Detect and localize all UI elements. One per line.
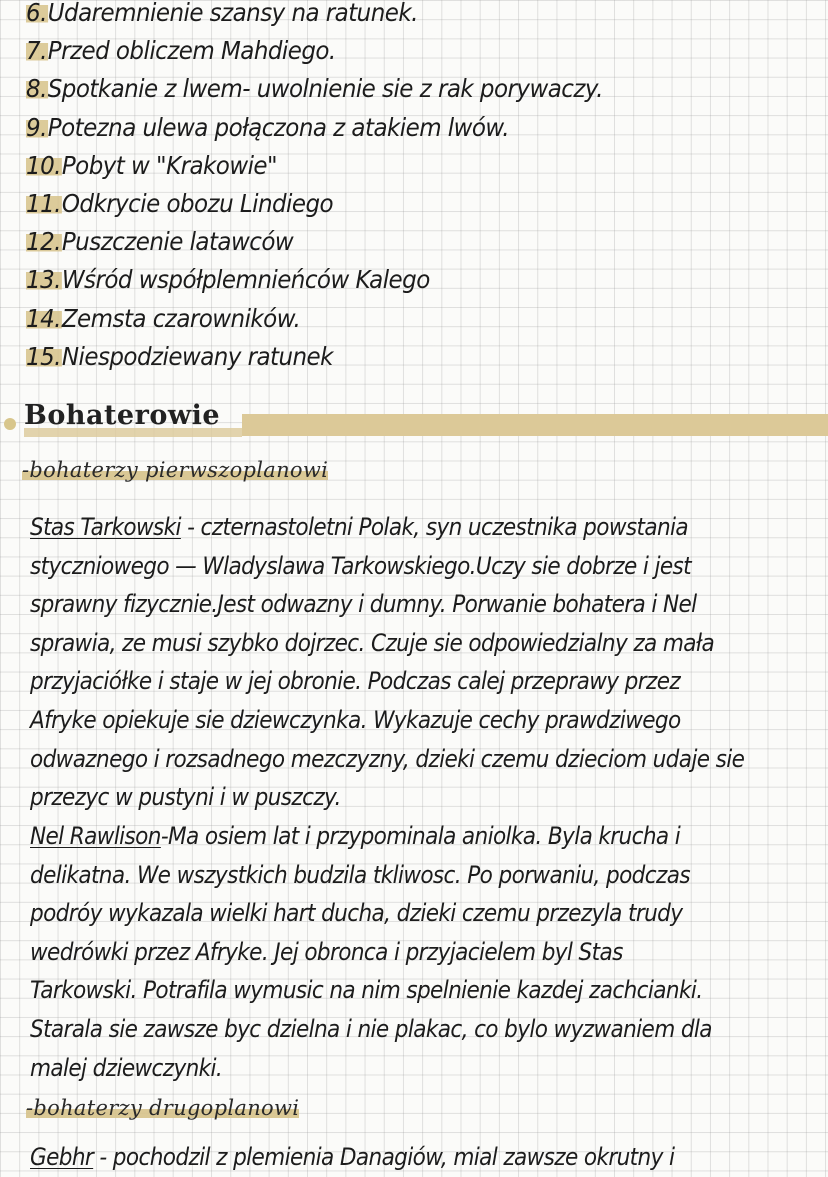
character-stas: Stas Tarkowski - czternastoletni Polak, syn uczestnika powstania styczniowego — Wladyslawa Tarkowskiego.Uczy sie dobrze i jest sprawny fizycznie.Jest odwazny i dumny. Porwanie bohatera i Nel sprawia, ze musi szybko dojrzec. Czuje sie odpowiedzialny za mała przyjaciółke i staje w jej obronie. Podczas calej przeprawy przez Afryke opiekuje sie dziewczynka. Wykazuje cechy prawdziwego odwaznego i rozsadnego mezczyzny, dzieki czemu dzieciom udaje sie przezyc w pustyni i w puszczy.: [30, 513, 745, 812]
list-number: 8.: [26, 74, 47, 104]
list-number: 14.: [26, 303, 61, 333]
bullet-dot-icon: [4, 418, 16, 430]
character-gebhr: Gebhr - pochodzil z plemienia Danagiów, mial zawsze okrutny i: [30, 1143, 675, 1171]
list-number: 6.: [26, 0, 47, 27]
subheading-primary-text: -bohaterzy pierwszoplanowi: [22, 458, 329, 482]
character-name: Gebhr: [30, 1143, 94, 1171]
section-title: Bohaterowie: [24, 400, 221, 431]
subheading-secondary: [26, 1096, 299, 1120]
list-text: Wśród współplemnieńców Kalego: [61, 265, 430, 295]
list-text: Pobyt w "Krakowie": [61, 150, 278, 180]
list-text: Zemsta czarowników.: [61, 303, 301, 333]
list-text: Spotkanie z lwem- uwolnienie sie z rak porywaczy.: [47, 74, 603, 104]
list-number: 7.: [26, 36, 47, 66]
list-item: [26, 70, 753, 108]
list-number: 10.: [26, 150, 61, 180]
list-item: [26, 261, 753, 299]
list-text: Puszczenie latawców: [61, 227, 294, 257]
list-item: [26, 147, 753, 185]
list-item: [26, 338, 753, 376]
list-number: 12.: [26, 227, 61, 257]
subheading-secondary-text: -bohaterzy drugoplanowi: [26, 1096, 300, 1120]
list-item: [26, 32, 753, 70]
character-nel: Nel Rawlison-Ma osiem lat i przypominala aniolka. Byla krucha i delikatna. We wszystkich budzila tkliwosc. Po porwaniu, podczas podróy wykazala wielki hart ducha, dzieki czemu przezyla trudy wedrówki przez Afryke. Jej obronca i przyjacielem byl Stas Tarkowski. Potrafila wymusic na nim spelnienie kazdej zachcianki. Starala sie zawsze byc dzielna i nie plakac, co bylo wyzwaniem dla malej dziewczynki.: [30, 822, 712, 1082]
plot-list: [26, 0, 816, 376]
list-text: Przed obliczem Mahdiego.: [47, 36, 336, 66]
list-number: 9.: [26, 112, 47, 142]
list-number: 13.: [26, 265, 61, 295]
character-name: Nel Rawlison: [30, 822, 161, 850]
list-item: [26, 0, 753, 32]
subheading-primary: [22, 458, 328, 482]
list-item: [26, 109, 753, 147]
list-item: [26, 223, 753, 261]
section-bar: [242, 414, 828, 436]
list-text: Udaremnienie szansy na ratunek.: [47, 0, 418, 27]
list-text: Potezna ulewa połączona z atakiem lwów.: [47, 112, 509, 142]
list-item: [26, 185, 753, 223]
list-number: 15.: [26, 341, 61, 371]
character-name: Stas Tarkowski: [30, 513, 181, 541]
list-item: [26, 300, 753, 338]
list-text: Niespodziewany ratunek: [61, 341, 333, 371]
list-number: 11.: [26, 188, 61, 218]
list-text: Odkrycie obozu Lindiego: [61, 188, 334, 218]
